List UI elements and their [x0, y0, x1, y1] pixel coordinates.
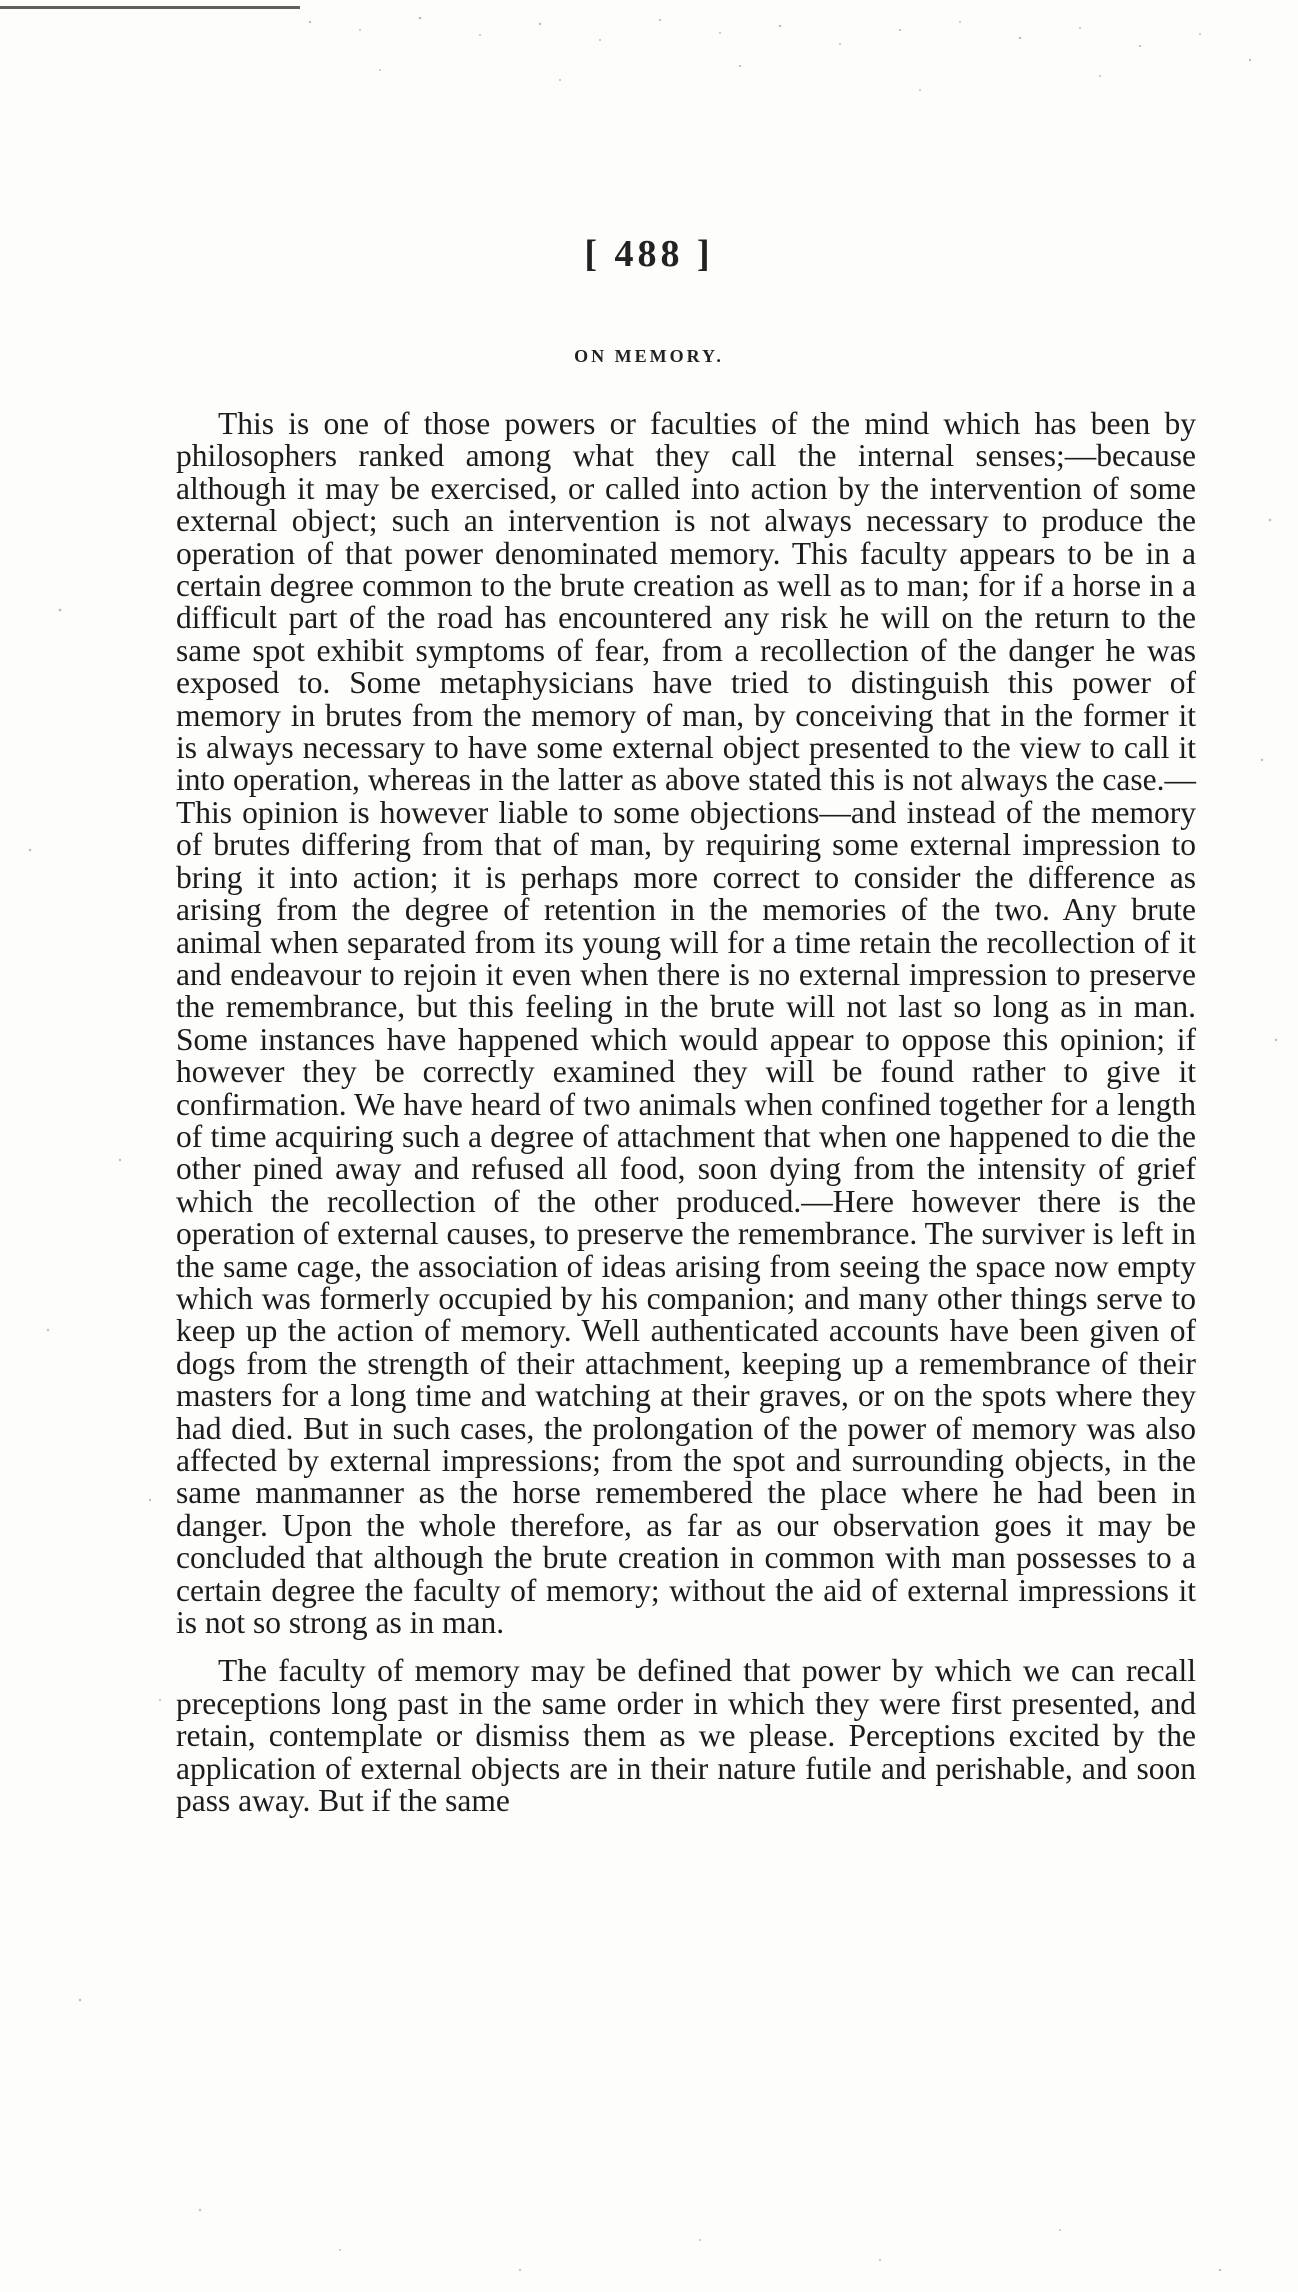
- body-text: [176, 408, 1196, 1817]
- page-title: ON MEMORY.: [574, 346, 724, 366]
- paragraph-2: The faculty of memory may be defined that power by which we can recall preceptions long past in the same order in which they were first presented, and retain, contemplate or dismiss them as we please. Perceptions excited by the application of external objects are in their nature futile and perishable, and soon pass away. But if the same: [176, 1653, 1196, 1819]
- paragraph-1: This is one of those powers or faculties of the mind which has been by philosophers ranked among what they call the internal senses;—because although it may be exercised, or called into action by the intervention of some external object; such an intervention is not always necessary to produce the operation of that power denominated memory. This faculty appears to be in a certain degree common to the brute creation as well as to man; for if a horse in a difficult part of the road has encountered any risk he will on the return to the same spot exhibit symptoms of fear, from a recollection of the danger he was exposed to. Some metaphysicians have tried to distinguish this power of memory in brutes from the memory of man, by conceiving that in the former it is always necessary to have some external object presented to the view to call it into operation, whereas in the latter as above stated this is not always the case.—This opinion is however liable to some objections—and instead of the memory of brutes differing from that of man, by requiring some external impression to bring it into action; it is perhaps more correct to consider the difference as arising from the degree of retention in the memories of the two. Any brute animal when separated from its young will for a time retain the recollection of it and endeavour to rejoin it even when there is no external impression to preserve the remembrance, but this feeling in the brute will not last so long as in man. Some instances have happened which would appear to oppose this opinion; if however they be correctly examined they will be found rather to give it confirmation. We have heard of two animals when confined together for a length of time acquiring such a degree of attachment that when one happened to die the other pined away and refused all food, soon dying from the intensity of grief which the recollection of the other produced.—Here however there is the operation of external causes, to preserve the remembrance. The surviver is left in the same cage, the association of ideas arising from seeing the space now empty which was formerly occupied by his companion; and many other things serve to keep up the action of memory. Well authenticated accounts have been given of dogs from the strength of their attachment, keeping up a remembrance of their masters for a long time and watching at their graves, or on the spots where they had died. But in such cases, the prolongation of the power of memory was also affected by external impressions; from the spot and surrounding objects, in the same manmanner as the horse remembered the place where he had been in danger. Upon the whole therefore, as far as our observation goes it may be concluded that although the brute creation in common with man possesses to a certain degree the faculty of memory; without the aid of external impressions it is not so strong as in man.: [176, 406, 1196, 1641]
- top-rule: [0, 6, 300, 9]
- page-number: [ 488 ]: [584, 233, 714, 275]
